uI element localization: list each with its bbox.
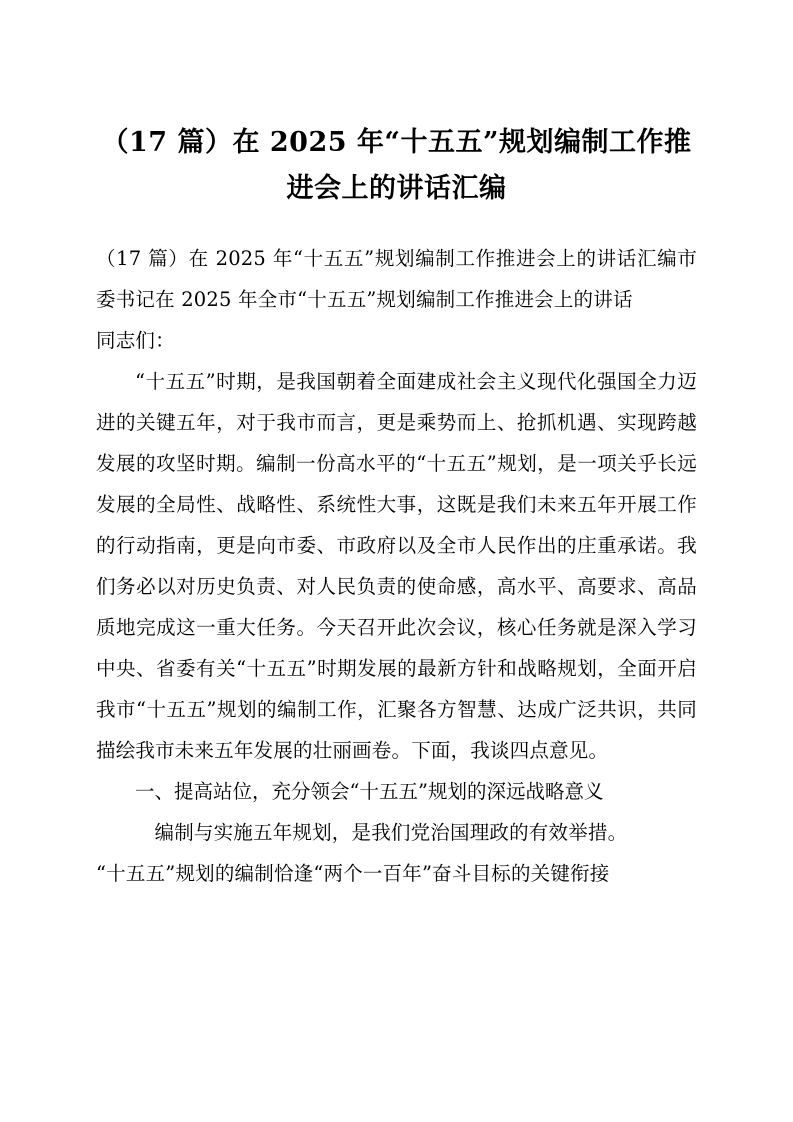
section-1-heading: 一、提高站位，充分领会“十五五”规划的深远战略意义 [135,780,604,803]
paragraph-salutation: 同志们： [96,329,175,352]
paragraph-body-2: 编制与实施五年规划，是我们党治国理政的有效举措。 [154,821,628,844]
paragraph-summary: （17 篇）在 2025 年“十五五”规划编制工作推进会上的讲话汇编市委书记在 2025 年全市“十五五”规划编制工作推进会上的讲话 [96,247,697,311]
paragraph-body-1: “十五五”时期，是我国朝着全面建成社会主义现代化强国全力迈进的关键五年，对于我市而言，更是乘势而上、抢抓机遇、实现跨越发展的攻坚时期。编制一份高水平的“十五五”规划，是一项关乎长远发展的全局性、战略性、系统性大事，这既是我们未来五年开展工作的行动指南，更是向市委、市政府以及全市人民作出的庄重承诺。我们务必以对历史负责、对人民负责的使命感，高水平、高要求、高品质地完成这一重大任务。今天召开此次会议，核心任务就是深入学习中央、省委有关“十五五”时期发展的最新方针和战略规划，全面开启我市“十五五”规划的编制工作，汇聚各方智慧、达成广泛共识，共同描绘我市未来五年发展的壮丽画卷。下面，我谈四点意见。 [96,370,697,762]
paragraph-body-3: “十五五”规划的编制恰逢“两个一百年”奋斗目标的关键衔接 [96,862,610,885]
page-title: （17 篇）在 2025 年“十五五”规划编制工作推进会上的讲话汇编 [101,127,692,204]
